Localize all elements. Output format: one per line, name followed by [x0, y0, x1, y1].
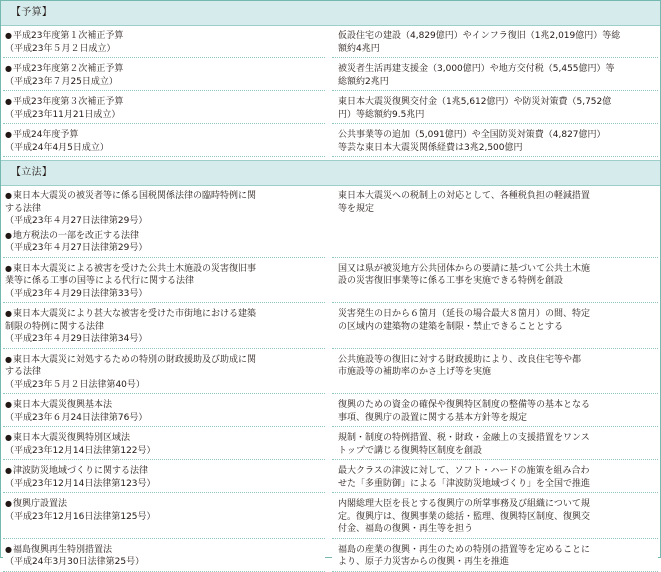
item-title: 東日本大震災による被害を受けた公共土木施設の災害復旧事 業等に係る工事の国等による代行に関する法律 [5, 263, 256, 286]
item-title: 津波防災地域づくりに関する法律 [12, 466, 148, 476]
list-item [5, 190, 321, 228]
item-cell [3, 397, 325, 427]
item-title: 東日本大震災復興特別区域法 [12, 433, 130, 443]
item-date: （平成23年６月24日法律第76号） [5, 412, 148, 423]
item-title: 東日本大震災に対処するための特別の財政援助及び助成に関 する法律 [5, 354, 256, 377]
item-cell [3, 496, 325, 539]
item-title: 復興庁設置法 [12, 499, 67, 509]
item-title: 地方税法の一部を改正する法律 [12, 230, 139, 241]
budget-rows [1, 26, 660, 157]
bullet-icon: ● [5, 64, 12, 73]
bullet-icon: ● [5, 230, 12, 240]
item-date: （平成23年４月27日法律第29号） [5, 243, 148, 253]
description-cell: 福島の産業の復興・再生のための特別の措置等を定めることに より、原子力災害からの復興・再生を推進 [332, 542, 658, 572]
item-title: 東日本大震災復興基本法 [12, 400, 112, 410]
bullet-icon: ● [5, 97, 12, 106]
table-row [3, 188, 658, 258]
list-item [5, 498, 321, 523]
description-cell: 東日本大震災復興交付金（1兆5,612億円）や防災対策費（5,752億 円）等総額約9.5兆円 [332, 94, 658, 124]
list-item [5, 263, 321, 301]
item-date: （平成24年4月5日成立） [5, 142, 109, 153]
description-cell: 内閣総理大臣を長とする復興庁の所掌事務及び組織について規 定。復興庁は、復興事業の総括・監理、復興特区制度、復興交 付金、福島の復興・再生等を担う [332, 496, 658, 539]
bullet-icon: ● [5, 354, 12, 364]
item-date: （平成23年５月２日法律第40号） [5, 379, 145, 390]
list-item [5, 129, 321, 154]
description-cell: 公共施設等の復旧に対する財政援助により、改良住宅等や都 市施設等の補助率のかさ上げ等を実施 [332, 352, 658, 395]
item-cell [3, 261, 325, 304]
item-title: 平成23年度第２次補正予算 [12, 64, 124, 74]
table-row [3, 306, 658, 349]
bullet-icon: ● [5, 466, 12, 475]
bullet-icon: ● [5, 31, 12, 40]
description-cell: 最大クラスの津波に対して、ソフト・ハードの施策を組み合わ せた「多重防御」による「津波防災地域づくり」を全国で推進 [332, 463, 658, 493]
item-date: （平成23年11月21日成立） [5, 109, 121, 120]
table-row [3, 127, 658, 157]
item-title: 東日本大震災により甚大な被害を受けた市街地における建築 制限の特例に関する法律 [5, 309, 256, 332]
item-cell [3, 463, 325, 493]
item-title: 平成24年度予算 [12, 130, 79, 140]
item-date: （平成23年４月29日法律第34号） [5, 334, 148, 344]
item-cell [3, 430, 325, 460]
list-item [5, 432, 321, 457]
item-cell [3, 352, 325, 395]
bullet-icon: ● [5, 400, 12, 409]
item-cell [3, 94, 325, 124]
list-item [5, 30, 321, 55]
legislation-rows [1, 186, 660, 572]
item-date: （平成23年12月16日法律第125号） [5, 511, 156, 522]
bullet-icon: ● [5, 433, 12, 442]
list-item [5, 399, 321, 424]
item-date: （平成23年12月14日法律第122号） [5, 445, 156, 456]
item-title: 東日本大震災の被災者等に係る国税関係法律の臨時特例に関 する法律 [5, 191, 256, 214]
description-cell: 公共事業等の追加（5,091億円）や全国防災対策費（4,827億円） 等芸な東日本大震災関係経費は3兆2,500億円 [332, 127, 658, 157]
table-row [3, 352, 658, 395]
bullet-icon: ● [5, 191, 12, 200]
bullet-icon: ● [5, 499, 12, 508]
item-cell [3, 542, 325, 572]
table-row [3, 397, 658, 427]
description-cell: 国又は県が被災地方公共団体からの要請に基づいて公共土木施 設の災害復旧事業等に係る工事を実施できる特例を創設 [332, 261, 658, 304]
budget-section-heading: 【予算】 [1, 1, 660, 26]
list-item [5, 465, 321, 490]
item-date: （平成23年12月14日法律第123号） [5, 478, 156, 489]
bullet-icon: ● [5, 544, 12, 554]
table-row [3, 261, 658, 304]
item-cell [3, 61, 325, 91]
bullet-icon: ● [5, 263, 12, 273]
item-date: （平成23年４月29日法律第33号） [5, 288, 148, 299]
list-item [5, 230, 321, 255]
description-cell: 被災者生活再建支援金（3,000億円）や地方交付税（5,455億円）等 総額約2兆円 [332, 61, 658, 91]
table-row [3, 463, 658, 493]
item-title: 平成23年度第３次補正予算 [12, 97, 124, 107]
item-title: 福島復興再生特別措置法 [12, 544, 112, 555]
legislation-section-heading: 【立法】 [1, 160, 660, 186]
table-row [3, 542, 658, 572]
item-date: （平成23年７月25日成立） [5, 76, 118, 87]
item-date: （平成23年４月27日法律第29号） [5, 216, 148, 226]
item-cell [3, 306, 325, 349]
list-item [5, 308, 321, 346]
list-item [5, 96, 321, 121]
table-row [3, 430, 658, 460]
bullet-icon: ● [5, 309, 12, 318]
description-cell: 復興のための資金の確保や復興特区制度の整備等の基本となる 事項、復興庁の設置に関する基本方針等を規定 [332, 397, 658, 427]
item-date: （平成24年3月30日法律第25号） [5, 557, 145, 567]
list-item [5, 63, 321, 88]
description-cell: 東日本大震災への税制上の対応として、各種税負担の軽減措置 等を規定 [332, 188, 658, 258]
item-cell [3, 127, 325, 157]
table-row [3, 61, 658, 91]
item-date: （平成23年５月２日成立） [5, 43, 116, 54]
table-row [3, 94, 658, 124]
table-row [3, 28, 658, 58]
description-cell: 規制・制度の特例措置、税・財政・金融上の支援措置をワンス トップで講じる復興特区制度を創設 [332, 430, 658, 460]
table-row [3, 496, 658, 539]
item-title: 平成23年度第１次補正予算 [12, 31, 124, 41]
item-cell [3, 28, 325, 58]
description-cell: 仮設住宅の建設（4,829億円）やインフラ復旧（1兆2,019億円）等総 額約4兆円 [332, 28, 658, 58]
item-cell [3, 188, 325, 258]
list-item [5, 354, 321, 392]
description-cell: 災害発生の日から６箇月（延長の場合最大８箇月）の間、特定 の区域内の建築物の建築を制限・禁止できることとする [332, 306, 658, 349]
bullet-icon: ● [5, 130, 12, 139]
list-item [5, 544, 321, 569]
